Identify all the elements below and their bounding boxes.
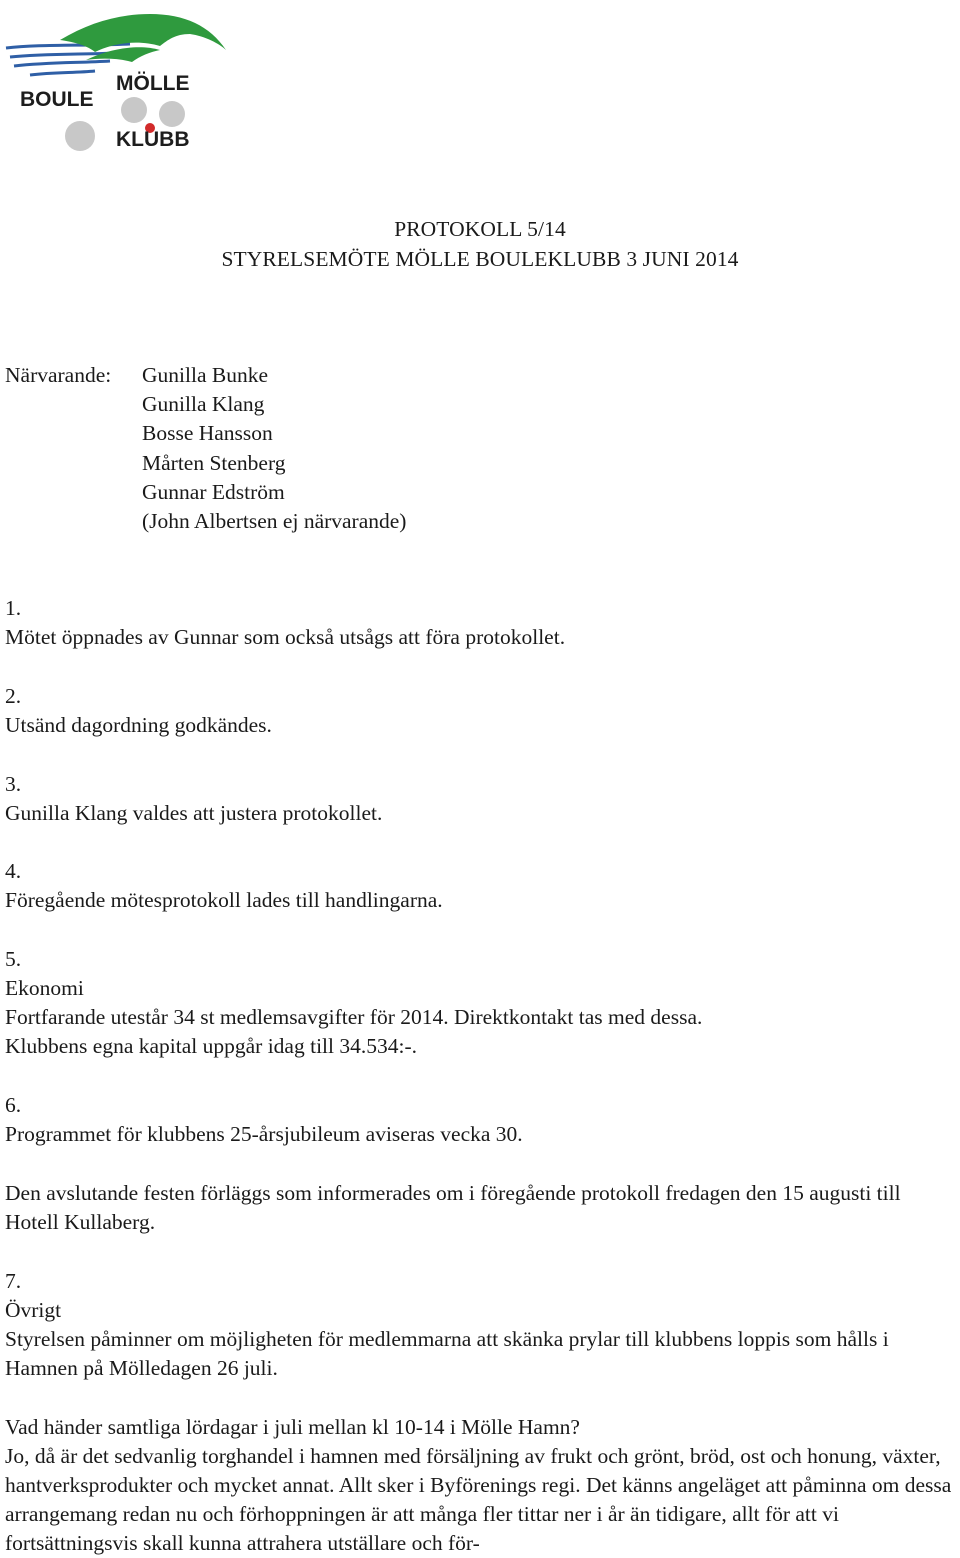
answer-paragraph: Jo, då är det sedvanlig torghandel i hamnen med försäljning av frukt och grönt, bröd, ost och honung, växter, hantverksprodukter och mycket annat. Allt sker i Byförenings regi. Det känns angeläget att påminna om dessa arrangemang redan nu och förhoppningen är att många fler tittar ner i år än tidigare, allt för att vi fortsättningsvis skall kunna attrahera utställare och för- — [5, 1444, 952, 1555]
logo-word-klubb: KLUBB — [116, 128, 190, 151]
item-5-number: 5. — [5, 947, 22, 971]
attendee-name: Gunilla Klang — [142, 392, 265, 417]
attendee-list — [142, 361, 406, 536]
item-1-text: Mötet öppnades av Gunnar som också utsågs att föra protokollet. — [5, 625, 566, 649]
item-4-number: 4. — [5, 859, 22, 883]
club-logo-graphic — [0, 0, 240, 160]
item-4-text: Föregående mötesprotokoll lades till handlingarna. — [5, 888, 443, 912]
absent-note: (John Albertsen ej närvarande) — [142, 509, 407, 534]
item-7-number: 7. — [5, 1269, 22, 1293]
item-5-heading: Ekonomi — [5, 976, 84, 1000]
club-logo — [0, 0, 240, 160]
item-3-number: 3. — [5, 772, 22, 796]
item-2-text: Utsänd dagordning godkändes. — [5, 713, 272, 737]
attendee-name: Mårten Stenberg — [142, 450, 286, 475]
title-line-2: STYRELSEMÖTE MÖLLE BOULEKLUBB 3 JUNI 2014 — [221, 247, 739, 271]
attendee-name: Gunilla Bunke — [142, 363, 268, 387]
attendee-name: Gunnar Edström — [142, 479, 285, 504]
logo-word-boule: BOULE — [20, 88, 94, 111]
item-6-number: 6. — [5, 1093, 22, 1117]
attendance-label: Närvarande: — [5, 363, 112, 387]
title-line-1: PROTOKOLL 5/14 — [394, 217, 566, 241]
item-1-number: 1. — [5, 596, 22, 620]
document-title — [0, 214, 960, 274]
logo-word-molle: MÖLLE — [116, 72, 190, 95]
item-6-text: Programmet för klubbens 25-årsjubileum aviseras vecka 30. — [5, 1122, 523, 1146]
attendee-name: Bosse Hansson — [142, 421, 273, 446]
loppis-paragraph: Styrelsen påminner om möjligheten för medlemmarna att skänka prylar till klubbens loppis som hålls i Hamnen på Mölledagen 26 juli. — [5, 1327, 889, 1380]
item-5-text: Fortfarande utestår 34 st medlemsavgifter för 2014. Direktkontakt tas med dessa. — [5, 1005, 703, 1029]
item-5-text: Klubbens egna kapital uppgår idag till 34.534:-. — [5, 1034, 417, 1058]
item-7-heading: Övrigt — [5, 1298, 62, 1322]
question-line: Vad händer samtliga lördagar i juli mellan kl 10-14 i Mölle Hamn? — [5, 1415, 580, 1439]
jubilee-party-paragraph: Den avslutande festen förläggs som informerades om i föregående protokoll fredagen den 15 augusti till Hotell Kullaberg. — [5, 1181, 901, 1234]
item-3-text: Gunilla Klang valdes att justera protokollet. — [5, 801, 383, 825]
item-2-number: 2. — [5, 684, 22, 708]
